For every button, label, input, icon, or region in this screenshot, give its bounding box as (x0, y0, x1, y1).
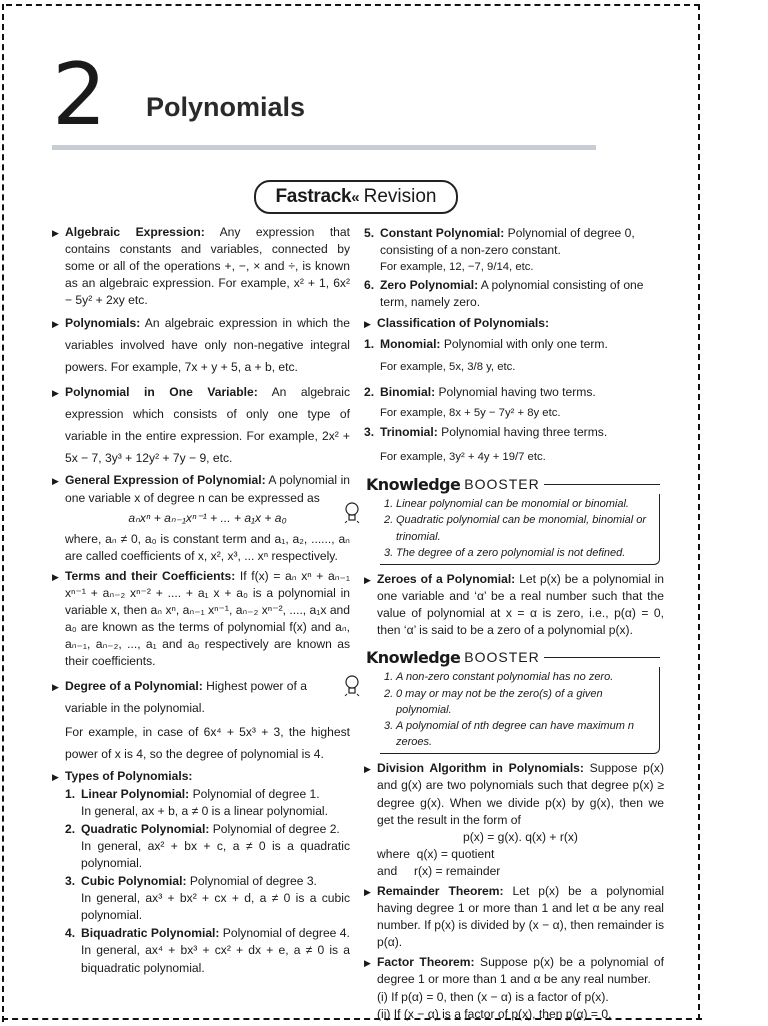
section-heading: Zeroes of a Polynomial: (377, 571, 516, 586)
item-text: Polynomial of degree 4. (219, 926, 350, 941)
polynomial-one-variable-section (52, 381, 350, 469)
monomial-item (364, 336, 664, 376)
kb-item (384, 512, 651, 544)
trinomial-item (364, 424, 664, 466)
item-text: Polynomial of degree 2. (209, 821, 340, 836)
kb-rule (544, 657, 660, 658)
division-formula: p(x) = g(x). q(x) + r(x) (463, 829, 578, 844)
section-text: A polynomial in one variable x of degree n can be expressed as (65, 473, 350, 505)
triangle-bullet-icon: ▶ (52, 681, 59, 692)
general-formula: aₙxⁿ + aₙ₋₁xⁿ⁻¹ + ... + a₁x + a₀ (128, 510, 287, 525)
title-rule (52, 145, 596, 150)
lightbulb-icon (344, 500, 360, 524)
kb-title: Knowledge (366, 474, 461, 494)
triangle-bullet-icon: ▶ (52, 476, 59, 487)
section-heading: Remainder Theorem: (377, 883, 504, 898)
kb-item-text: A polynomial of nth degree can have maximum n zeroes. (396, 719, 635, 749)
kb-item-text: 0 may or may not be the zero(s) of a given polynomial. (396, 687, 603, 716)
degree-section (52, 675, 350, 765)
item-number: 3. (65, 874, 76, 889)
item-number: 5. (364, 226, 375, 240)
kb-box (380, 494, 660, 565)
item-general: In general, ax² + bx + c, a ≠ 0 is a quadratic polynomial. (81, 838, 350, 870)
item-text: A polynomial consisting of one term, namely zero. (380, 278, 644, 310)
item-general: In general, ax³ + bx² + cx + d, a ≠ 0 is a cubic polynomial. (81, 891, 350, 923)
degree-example: For example, in case of 6x⁴ + 5x³ + 3, the highest power of x is 4, so the degree of polynomial is 4. (65, 724, 350, 761)
kb-box (380, 667, 660, 754)
section-text: Suppose p(x) be a polynomial of degree 1 or more than 1 and α be any real number. (377, 955, 664, 987)
kb-item-text: The degree of a zero polynomial is not defined. (396, 546, 626, 559)
item-text: Polynomial having two terms. (435, 384, 596, 399)
item-number: 6. (364, 278, 375, 293)
item-example: For example, 5x, 3/8 y, etc. (380, 360, 516, 373)
binomial-item (364, 384, 664, 422)
section-text: An algebraic expression in which the variables involved have only non-negative integral powers. For example, 7x + y + 5, a + b, etc. (65, 316, 350, 375)
left-column (52, 224, 350, 980)
triangle-bullet-icon: ▶ (52, 571, 59, 582)
section-text: An algebraic expression which consists of only one type of variable in the entire expression. For example, 2x² + 5x − 7, 3y³ + 12y² + 7y − 9, etc. (65, 385, 350, 466)
kb-header (366, 647, 660, 667)
general-expression-section (52, 472, 350, 564)
item-heading: Linear Polynomial: (81, 786, 190, 801)
kb-item (384, 496, 651, 512)
banner-subtitle: Revision (363, 186, 437, 207)
chapter-number: 2 (52, 45, 105, 145)
section-text: Any expression that contains constants and variables, connected by some or all of the operations +, −, × and ÷, is known as an algebraic expression. For example, x² + 1, 6x² − 5y² + 2xy etc. (65, 225, 350, 308)
lightbulb-icon (344, 673, 360, 697)
knowledge-booster-2 (366, 647, 660, 754)
item-heading: Trinomial: (380, 424, 438, 439)
section-heading: General Expression of Polynomial: (65, 473, 266, 488)
item-example: For example, 12, −7, 9/14, etc. (380, 261, 534, 274)
kb-subtitle: BOOSTER (464, 648, 540, 665)
section-heading: Terms and their Coefficients: (65, 568, 236, 583)
factor-case-i: (i) If p(α) = 0, then (x − α) is a factor of p(x). (377, 989, 609, 1004)
remainder-theorem-section (364, 883, 664, 951)
kb-item-number: 1. (384, 671, 394, 684)
triangle-bullet-icon: ▶ (52, 319, 59, 330)
item-number: 2. (364, 384, 375, 399)
terms-coefficients-section (52, 568, 350, 671)
type-item-biquadratic (65, 925, 350, 976)
section-text: If f(x) = aₙ xⁿ + aₙ₋₁ xⁿ⁻¹ + aₙ₋₂ xⁿ⁻² + .... + a₁ x + a₀ is a polynomial in variable x, then aₙ xⁿ, aₙ₋₁ xⁿ⁻¹, aₙ₋₂ xⁿ⁻², ...., a₁x and a₀ are known as the terms of polynomial f(x) and aₙ, aₙ₋₁, aₙ₋₂, ..., a₁ and a₀ respectively are known as their coefficients. (65, 568, 350, 669)
triangle-bullet-icon: ▶ (364, 886, 371, 897)
kb-item-number: 3. (384, 719, 394, 732)
section-text: Let p(x) be a polynomial in one variable and ‘α’ be a real number such that the value of polynomial at x = α is zero, i.e., p(α) = 0, then ‘α’ is said to be a zero of a polynomial p(x). (377, 571, 665, 638)
types-section (52, 768, 350, 977)
section-heading: Polynomials: (65, 316, 141, 331)
kb-item-number: 2. (384, 514, 394, 527)
kb-item (384, 545, 651, 561)
section-heading: Factor Theorem: (377, 955, 475, 970)
item-text: Polynomial of degree 1. (189, 786, 320, 801)
item-text: Polynomial of degree 3. (186, 874, 317, 889)
item-heading: Constant Polynomial: (380, 226, 505, 240)
page-border-left (2, 4, 4, 1022)
polynomials-section (52, 312, 350, 378)
item-number: 4. (65, 926, 76, 941)
type-item-cubic (65, 873, 350, 924)
item-text: Polynomial of degree 0, consisting of a non-zero constant. (380, 226, 635, 258)
chevron-icon: « (351, 188, 360, 206)
item-example: For example, 3y² + 4y + 19/7 etc. (380, 451, 546, 464)
section-text: Suppose p(x) and g(x) are two polynomials such that degree p(x) ≥ degree g(x). When we divide p(x) by g(x), then we get the result in the form of (377, 761, 664, 827)
kb-subtitle: BOOSTER (464, 475, 540, 492)
algebraic-expression-section (52, 224, 350, 309)
item-heading: Zero Polynomial: (380, 278, 479, 293)
section-heading: Algebraic Expression: (65, 225, 205, 239)
kb-item-text: Quadratic polynomial can be monomial, binomial or trinomial. (396, 514, 647, 543)
division-algorithm-section (364, 760, 664, 880)
factor-case-ii: (ii) If (x − α) is a factor of p(x), then p(α) = 0. (377, 1006, 612, 1021)
item-heading: Cubic Polynomial: (81, 874, 187, 889)
item-number: 3. (364, 424, 375, 439)
section-text: Let p(x) be a polynomial having degree 1 or more than 1 and let α be any real number. If p(x) is divided by (x − α), then remainder is p(α). (377, 883, 665, 950)
item-number: 1. (65, 786, 76, 801)
division-where-quotient: where q(x) = quotient (377, 846, 495, 861)
banner-brand: Fastrack (275, 186, 352, 207)
kb-item-number: 1. (384, 498, 394, 511)
item-number: 1. (364, 336, 375, 351)
triangle-bullet-icon: ▶ (364, 319, 371, 330)
triangle-bullet-icon: ▶ (52, 771, 59, 782)
zero-polynomial-item (364, 277, 664, 311)
section-heading: Degree of a Polynomial: (65, 678, 203, 693)
constant-polynomial-item (364, 225, 664, 276)
triangle-bullet-icon: ▶ (364, 958, 371, 969)
kb-rule (544, 484, 660, 485)
zeroes-section (364, 571, 664, 639)
factor-theorem-section (364, 954, 664, 1022)
type-item-quadratic (65, 821, 350, 872)
kb-header (366, 474, 660, 494)
item-heading: Monomial: (380, 336, 441, 351)
triangle-bullet-icon: ▶ (364, 764, 371, 775)
item-heading: Quadratic Polynomial: (81, 821, 210, 836)
kb-title: Knowledge (366, 647, 461, 667)
kb-item (384, 718, 651, 750)
kb-item-text: A non-zero constant polynomial has no zero. (396, 671, 614, 684)
type-item-linear (65, 786, 350, 820)
item-general: In general, ax + b, a ≠ 0 is a linear polynomial. (81, 803, 328, 818)
triangle-bullet-icon: ▶ (52, 388, 59, 399)
fastrack-revision-banner (254, 180, 458, 214)
division-where-remainder: and r(x) = remainder (377, 863, 501, 878)
classification-section (364, 315, 664, 332)
kb-item (384, 686, 651, 718)
right-column (364, 224, 664, 1026)
kb-item-number: 2. (384, 687, 394, 700)
triangle-bullet-icon: ▶ (364, 574, 371, 585)
item-number: 2. (65, 821, 76, 836)
section-text: Highest power of a variable in the polynomial. (65, 678, 307, 715)
item-text: Polynomial with only one term. (440, 336, 608, 351)
kb-item (384, 669, 651, 685)
kb-item-text: Linear polynomial can be monomial or binomial. (396, 498, 629, 511)
section-heading: Polynomial in One Variable: (65, 385, 258, 400)
general-where-text: where, aₙ ≠ 0, a₀ is constant term and a₁, a₂, ......, aₙ are called coefficients of x, x², x³, ... xⁿ respectively. (65, 531, 350, 563)
kb-item-number: 3. (384, 546, 394, 559)
item-text: Polynomial having three terms. (437, 424, 608, 439)
section-heading: Classification of Polynomials: (377, 316, 550, 331)
chapter-title: Polynomials (146, 92, 306, 122)
knowledge-booster-1 (366, 474, 660, 565)
item-example: For example, 8x + 5y − 7y² + 8y etc. (380, 406, 561, 419)
triangle-bullet-icon: ▶ (52, 228, 59, 238)
item-general: In general, ax⁴ + bx³ + cx² + dx + e, a ≠ 0 is a biquadratic polynomial. (81, 943, 350, 975)
item-heading: Binomial: (380, 384, 436, 399)
section-heading: Types of Polynomials: (65, 768, 193, 783)
item-heading: Biquadratic Polynomial: (81, 926, 220, 941)
section-heading: Division Algorithm in Polynomials: (377, 761, 584, 776)
